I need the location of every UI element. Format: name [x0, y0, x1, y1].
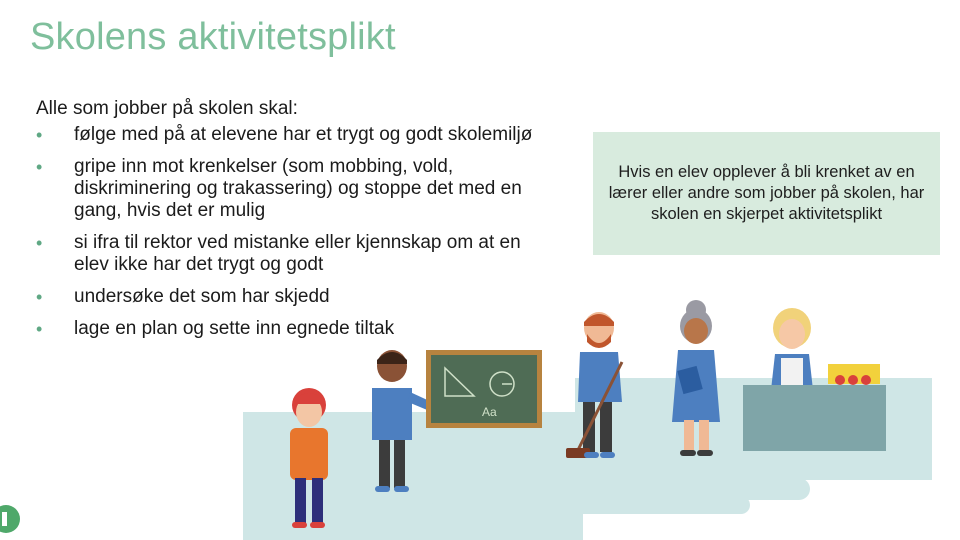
chalkboard-text: Aa — [482, 405, 497, 419]
slide-title: Skolens aktivitetsplikt — [30, 16, 396, 58]
list-item: • si ifra til rektor ved mistanke eller kjennskap om at en elev ikke har det trygt og godt — [36, 232, 556, 276]
note-text: Hvis en elev opplever å bli krenket av en lærer eller andre som jobber på skolen, har skolen en skjerpet aktivitetsplikt — [608, 163, 925, 223]
list-item: • lage en plan og sette inn egnede tiltak — [36, 318, 556, 340]
logo-icon — [0, 505, 20, 533]
list-item: • undersøke det som har skjedd — [36, 286, 556, 308]
chalkboard — [426, 350, 542, 428]
intro-text: Alle som jobber på skolen skal: — [36, 98, 298, 119]
list-item: • følge med på at elevene har et trygt og godt skolemiljø — [36, 124, 556, 146]
list-item: • gripe inn mot krenkelser (som mobbing, vold, diskriminering og trakassering) og stoppe det med en gang, hvis det er mulig — [36, 156, 556, 222]
canteen-figure — [771, 308, 813, 390]
canteen-counter — [743, 364, 886, 451]
